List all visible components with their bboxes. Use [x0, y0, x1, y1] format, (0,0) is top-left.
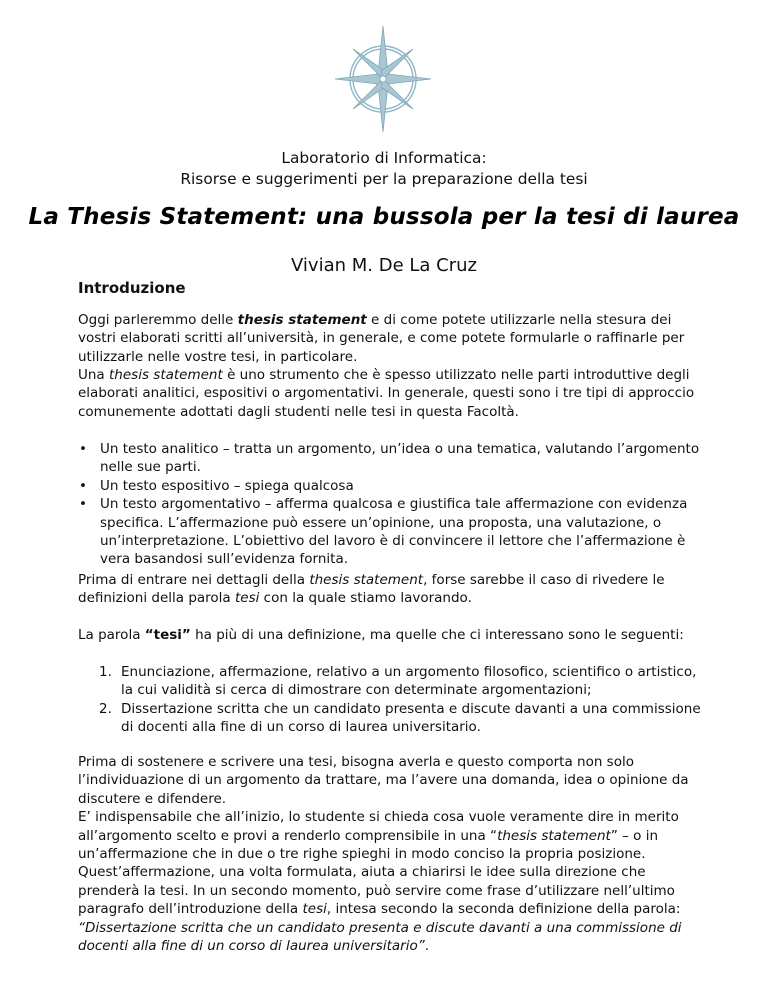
- numbered-item: 2. Dissertazione scritta che un candidato presenta e discute davanti a una commissione di docenti alla fine di un corso di laurea universitario.: [99, 700, 701, 736]
- paragraph-conclusion: Prima di sostenere e scrivere una tesi, bisogna averla e questo comporta non solo l’individuazione di un argomento da trattare, ma l’avere una domanda, idea o opinione da discutere e difendere. E’ indispensabile che all’inizio, lo studente si chieda cosa vuole veramente dire in merito all’argomento scelto e provi a renderlo comprensibile in una “thesis statement” – o in un’affermazione che in due o tre righe spieghi in modo conciso la propria posizione. Quest’affermazione, una volta formulata, aiuta a chiarirsi le idee sulla direzione che prenderà la tesi. In un secondo momento, può servire come frase d’utilizzare nell’ultimo paragrafo dell’introduzione della tesi, intesa secondo la seconda definizione della parola: “Dissertazione scritta che un candidato presenta e discute davanti a una commissione di docenti alla fine di un corso di laurea universitario”.: [78, 754, 689, 955]
- course-subtitle: Risorse e suggerimenti per la preparazione della tesi: [180, 170, 588, 188]
- numbered-item: 1. Enunciazione, affermazione, relativo a un argomento filosofico, scientifico o artistico, la cui validità si cerca di dimostrare con determinate argomentazioni;: [99, 664, 697, 699]
- paragraph-intro: Oggi parleremmo delle thesis statement e di come potete utilizzarle nella stesura dei vostri elaborati scritti all’università, in generale, e come potete formularle o raffinarle per utilizzarle nelle vostre tesi, in particolare.: [78, 312, 685, 365]
- list-item: • Un testo espositivo – spiega qualcosa: [78, 477, 703, 495]
- document-title: La Thesis Statement: una bussola per la tesi di laurea: [28, 204, 740, 230]
- bullet-list: [78, 440, 703, 569]
- list-item: • Un testo argomentativo – afferma qualcosa e giustifica tale affermazione con evidenza specifica. L’affermazione può essere un’opinione, una proposta, una valutazione, o un’interpretazione. L’obiettivo del lavoro è di convincere il lettore che l’affermazione è vera basandosi sull’evidenza fornita.: [78, 495, 703, 569]
- paragraph-transition: Prima di entrare nei dettagli della thesis statement, forse sarebbe il caso di rivedere le definizioni della parola tesi con la quale stiamo lavorando.: [78, 572, 665, 607]
- paragraph-word-tesi: La parola “tesi” ha più di una definizione, ma quelle che ci interessano sono le seguenti:: [78, 627, 684, 643]
- list-item: • Un testo analitico – tratta un argomento, un’idea o una tematica, valutando l’argomento nelle sue parti.: [78, 440, 703, 477]
- paragraph-definition: Una thesis statement è uno strumento che è spesso utilizzato nelle parti introduttive degli elaborati analitici, espositivi o argomentativi. In generale, questi sono i tre tipi di approccio comunemente adottati dagli studenti nelle tesi in questa Facoltà.: [78, 367, 695, 420]
- author-name: Vivian M. De La Cruz: [291, 255, 477, 276]
- numbered-list: [78, 663, 703, 737]
- compass-rose-logo: [333, 24, 433, 134]
- course-title: Laboratorio di Informatica:: [281, 149, 487, 167]
- section-heading: Introduzione: [78, 279, 186, 297]
